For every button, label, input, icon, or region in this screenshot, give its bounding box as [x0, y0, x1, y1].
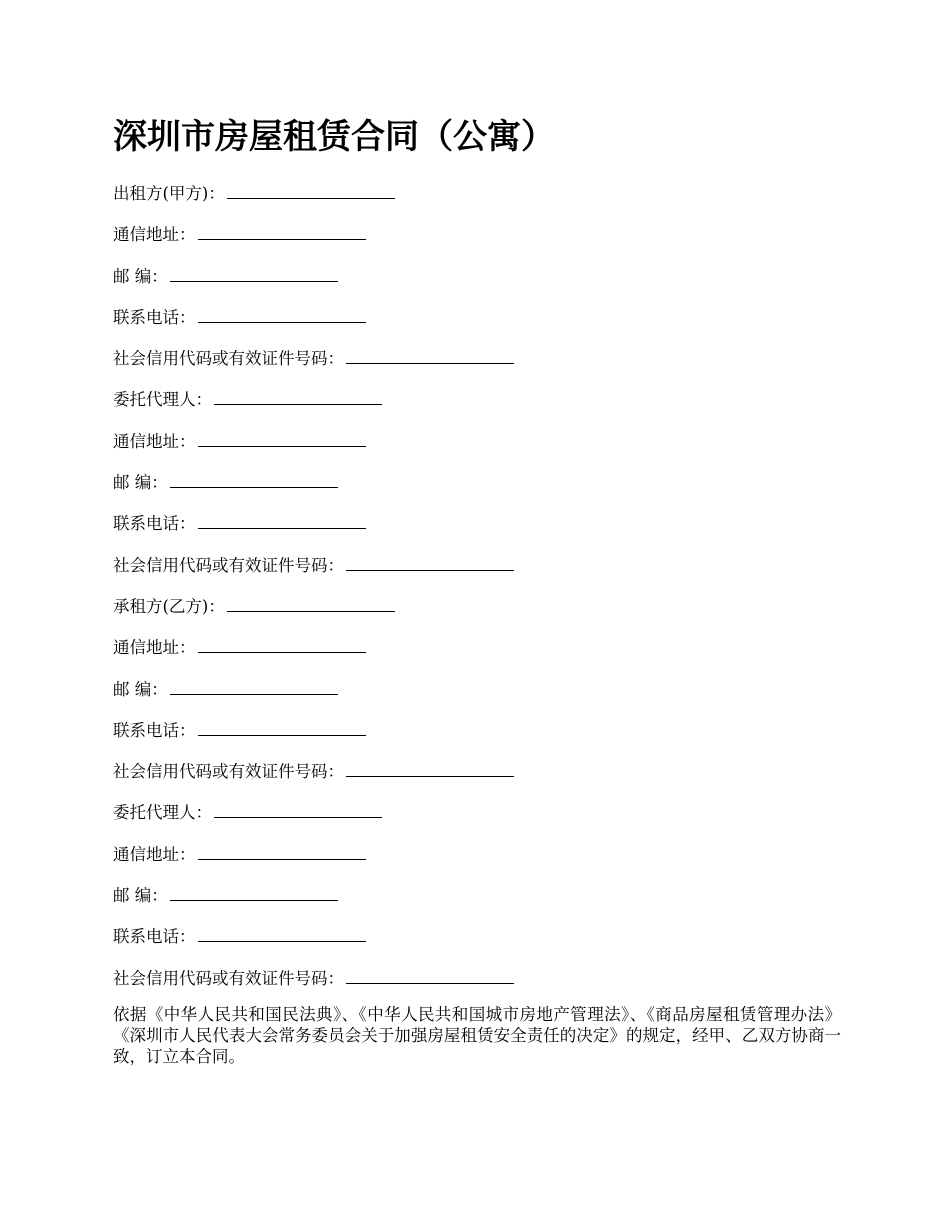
- field-label: 邮 编：: [113, 679, 168, 699]
- contract-preamble: 依据《中华人民共和国民法典》、《中华人民共和国城市房地产管理法》、《商品房屋租赁管理办法》《深圳市人民代表大会常务委员会关于加强房屋租赁安全责任的决定》的规定，经甲、乙双方协商一致，订立本合同。: [113, 1005, 841, 1066]
- field-label: 承租方(乙方)：: [113, 596, 225, 616]
- lessee-agent-phone-field: [113, 923, 843, 964]
- party-info-fields: [113, 180, 843, 1006]
- lessor-id-field: [113, 345, 843, 386]
- field-label: 委托代理人：: [113, 803, 212, 823]
- blank-line[interactable]: [198, 306, 366, 323]
- blank-line[interactable]: [198, 843, 366, 860]
- document-title: 深圳市房屋租赁合同（公寓）: [113, 117, 555, 157]
- blank-line[interactable]: [346, 760, 514, 777]
- lessee-agent-id-field: [113, 965, 843, 1006]
- lessor-address-field: [113, 221, 843, 262]
- blank-line[interactable]: [214, 388, 382, 405]
- field-label: 邮 编：: [113, 266, 168, 286]
- lessee-agent-address-field: [113, 841, 843, 882]
- blank-line[interactable]: [198, 636, 366, 653]
- blank-line[interactable]: [198, 512, 366, 529]
- lessee-agent-field: [113, 799, 843, 840]
- blank-line[interactable]: [170, 471, 338, 488]
- field-label: 社会信用代码或有效证件号码：: [113, 349, 344, 369]
- lessor-agent-postcode-field: [113, 469, 843, 510]
- blank-line[interactable]: [214, 801, 382, 818]
- field-label: 通信地址：: [113, 431, 196, 451]
- field-label: 社会信用代码或有效证件号码：: [113, 968, 344, 988]
- blank-line[interactable]: [227, 595, 395, 612]
- field-label: 通信地址：: [113, 844, 196, 864]
- lessor-agent-phone-field: [113, 510, 843, 551]
- field-label: 联系电话：: [113, 720, 196, 740]
- lessor-phone-field: [113, 304, 843, 345]
- blank-line[interactable]: [346, 347, 514, 364]
- field-label: 联系电话：: [113, 927, 196, 947]
- field-label: 社会信用代码或有效证件号码：: [113, 762, 344, 782]
- field-label: 联系电话：: [113, 307, 196, 327]
- lessor-agent-id-field: [113, 552, 843, 593]
- blank-line[interactable]: [170, 265, 338, 282]
- field-label: 通信地址：: [113, 638, 196, 658]
- lessee-postcode-field: [113, 676, 843, 717]
- blank-line[interactable]: [346, 967, 514, 984]
- field-label: 社会信用代码或有效证件号码：: [113, 555, 344, 575]
- field-label: 联系电话：: [113, 514, 196, 534]
- blank-line[interactable]: [170, 678, 338, 695]
- blank-line[interactable]: [198, 925, 366, 942]
- field-label: 邮 编：: [113, 473, 168, 493]
- lessee-address-field: [113, 634, 843, 675]
- lessee-id-field: [113, 758, 843, 799]
- blank-line[interactable]: [227, 182, 395, 199]
- blank-line[interactable]: [170, 884, 338, 901]
- lessor-agent-field: [113, 386, 843, 427]
- field-label: 委托代理人：: [113, 390, 212, 410]
- lessee-field: [113, 593, 843, 634]
- blank-line[interactable]: [198, 223, 366, 240]
- lessor-postcode-field: [113, 263, 843, 304]
- blank-line[interactable]: [346, 554, 514, 571]
- lessee-agent-postcode-field: [113, 882, 843, 923]
- blank-line[interactable]: [198, 430, 366, 447]
- lessee-phone-field: [113, 717, 843, 758]
- field-label: 通信地址：: [113, 225, 196, 245]
- field-label: 出租方(甲方)：: [113, 184, 225, 203]
- lessor-agent-address-field: [113, 428, 843, 469]
- field-label: 邮 编：: [113, 886, 168, 906]
- blank-line[interactable]: [198, 719, 366, 736]
- lessor-field: [113, 180, 843, 221]
